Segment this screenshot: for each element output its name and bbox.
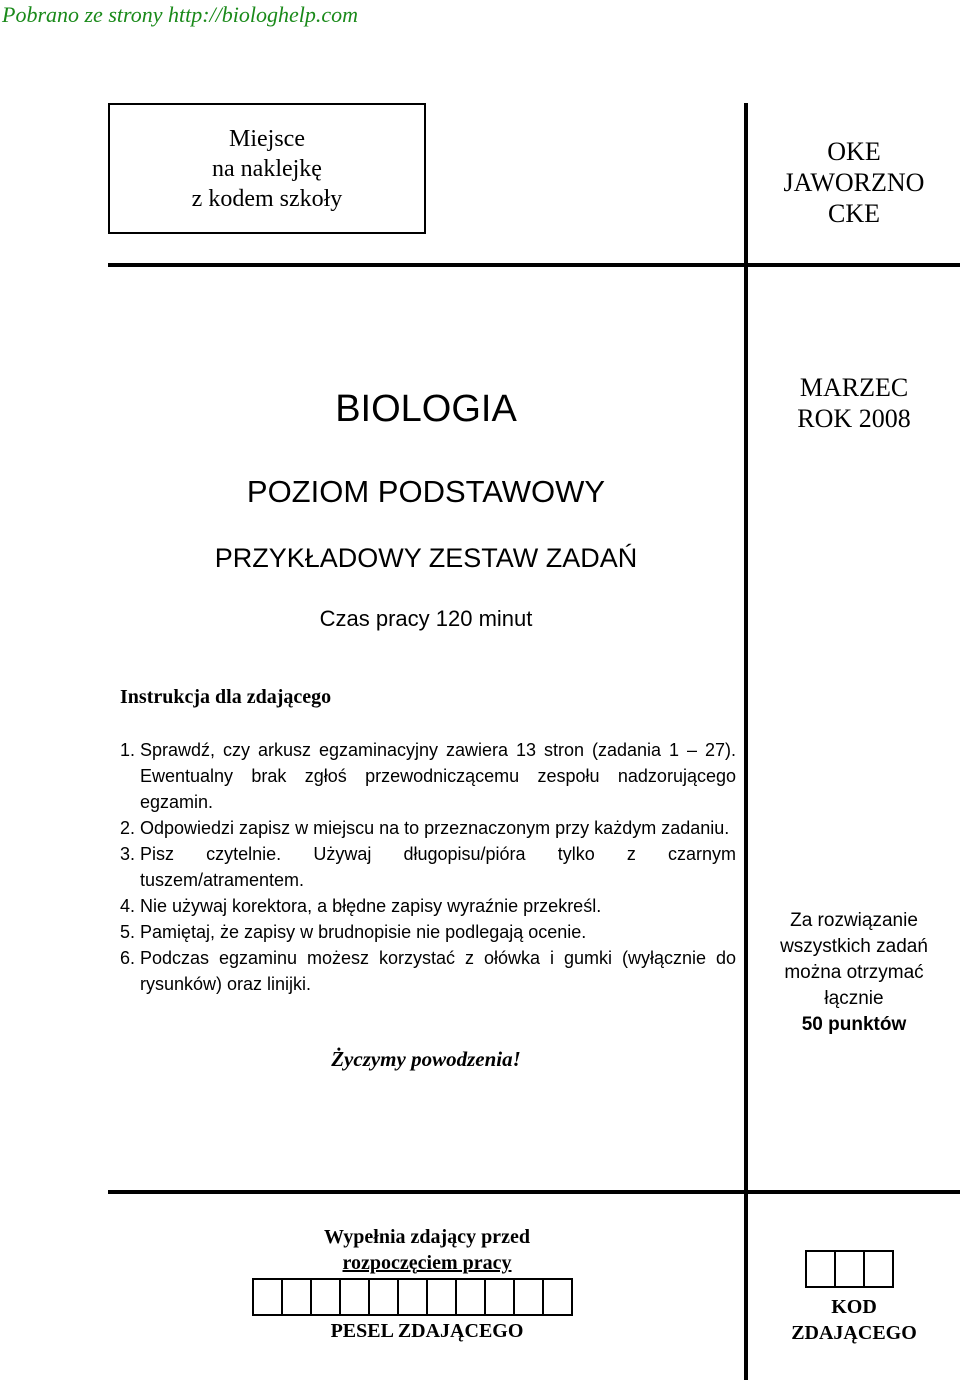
time-label: Czas pracy 120 minut <box>319 606 533 631</box>
points-line-2: wszystkich zadań <box>780 936 928 957</box>
sticker-line-3: z kodem szkoły <box>191 185 343 212</box>
points-line-1: Za rozwiązanie <box>790 910 918 931</box>
instruction-text: Odpowiedzi zapisz w miejscu na to przeznaczonym przy każdym zadaniu. <box>140 818 730 838</box>
top-divider <box>108 263 960 267</box>
instruction-text: Nie używaj korektora, a błędne zapisy wyraźnie przekreśl. <box>140 896 602 916</box>
issuer-line-3: CKE <box>828 199 880 228</box>
instruction-item <box>120 919 736 945</box>
instruction-item <box>120 815 736 841</box>
pesel-digit-box[interactable] <box>368 1278 399 1316</box>
code-digit-box[interactable] <box>834 1250 865 1288</box>
pesel-digit-box[interactable] <box>484 1278 515 1316</box>
instructions-heading: Instrukcja dla zdającego <box>120 686 332 708</box>
level-title: POZIOM PODSTAWOWY <box>246 474 606 509</box>
pesel-digit-box[interactable] <box>310 1278 341 1316</box>
instruction-number: 4. <box>120 896 136 916</box>
fill-instructions <box>252 1224 602 1276</box>
instruction-number: 1. <box>120 740 136 760</box>
instruction-item <box>120 945 736 997</box>
code-digit-box[interactable] <box>863 1250 894 1288</box>
vertical-divider <box>744 103 748 1380</box>
pesel-grid <box>252 1278 573 1316</box>
instruction-item <box>120 737 736 815</box>
code-label-line-1: KOD <box>831 1296 877 1318</box>
instruction-number: 6. <box>120 948 136 968</box>
source-watermark: Pobrano ze strony http://biologhelp.com <box>2 2 359 27</box>
pesel-digit-box[interactable] <box>542 1278 573 1316</box>
pesel-digit-box[interactable] <box>339 1278 370 1316</box>
issuer-line-2: JAWORZNO <box>783 168 925 197</box>
session-month: MARZEC <box>799 373 909 402</box>
instruction-number: 5. <box>120 922 136 942</box>
bottom-divider <box>108 1190 960 1194</box>
pesel-digit-box[interactable] <box>281 1278 312 1316</box>
pesel-digit-box[interactable] <box>397 1278 428 1316</box>
points-line-4: łącznie <box>824 988 884 1009</box>
points-line-3: można otrzymać <box>784 962 924 983</box>
pesel-digit-box[interactable] <box>252 1278 283 1316</box>
session-year: ROK 2008 <box>797 404 911 433</box>
points-total: 50 punktów <box>801 1014 907 1035</box>
instruction-item <box>120 893 736 919</box>
pesel-digit-box[interactable] <box>513 1278 544 1316</box>
issuer-block <box>748 136 960 229</box>
pesel-digit-box[interactable] <box>426 1278 457 1316</box>
code-label-line-2: ZDAJĄCEGO <box>791 1322 917 1344</box>
sticker-line-1: Miejsce <box>229 125 305 152</box>
exam-code-grid <box>805 1250 894 1288</box>
exam-code-label <box>748 1294 960 1346</box>
instruction-number: 2. <box>120 818 136 838</box>
pesel-label: PESEL ZDAJĄCEGO <box>330 1320 524 1342</box>
instruction-text: Pisz czytelnie. Używaj długopisu/pióra tylko z czarnym tuszem/atramentem. <box>140 844 736 890</box>
fill-line-1: Wypełnia zdający przed <box>324 1226 530 1248</box>
instruction-text: Sprawdź, czy arkusz egzaminacyjny zawiera 13 stron (zadania 1 – 27). Ewentualny brak zgłoś przewodniczącemu zespołu nadzorującego egzamin. <box>140 740 736 812</box>
good-luck-wish: Życzymy powodzenia! <box>331 1047 521 1071</box>
code-digit-box[interactable] <box>805 1250 836 1288</box>
issuer-line-1: OKE <box>827 137 881 166</box>
instruction-number: 3. <box>120 844 136 864</box>
school-code-sticker-area <box>108 103 426 234</box>
sticker-line-2: na naklejkę <box>212 155 322 182</box>
subject-title: BIOLOGIA <box>335 388 517 430</box>
fill-line-2: rozpoczęciem pracy <box>342 1252 512 1274</box>
instructions-list <box>120 737 736 997</box>
instruction-text: Pamiętaj, że zapisy w brudnopisie nie podlegają ocenie. <box>140 922 587 942</box>
instruction-item <box>120 841 736 893</box>
session-block <box>748 372 960 434</box>
instruction-text: Podczas egzaminu możesz korzystać z ołówka i gumki (wyłącznie do rysunków) oraz linijki. <box>140 948 736 994</box>
pesel-digit-box[interactable] <box>455 1278 486 1316</box>
points-info <box>748 908 960 1038</box>
set-title: PRZYKŁADOWY ZESTAW ZADAŃ <box>214 543 638 573</box>
